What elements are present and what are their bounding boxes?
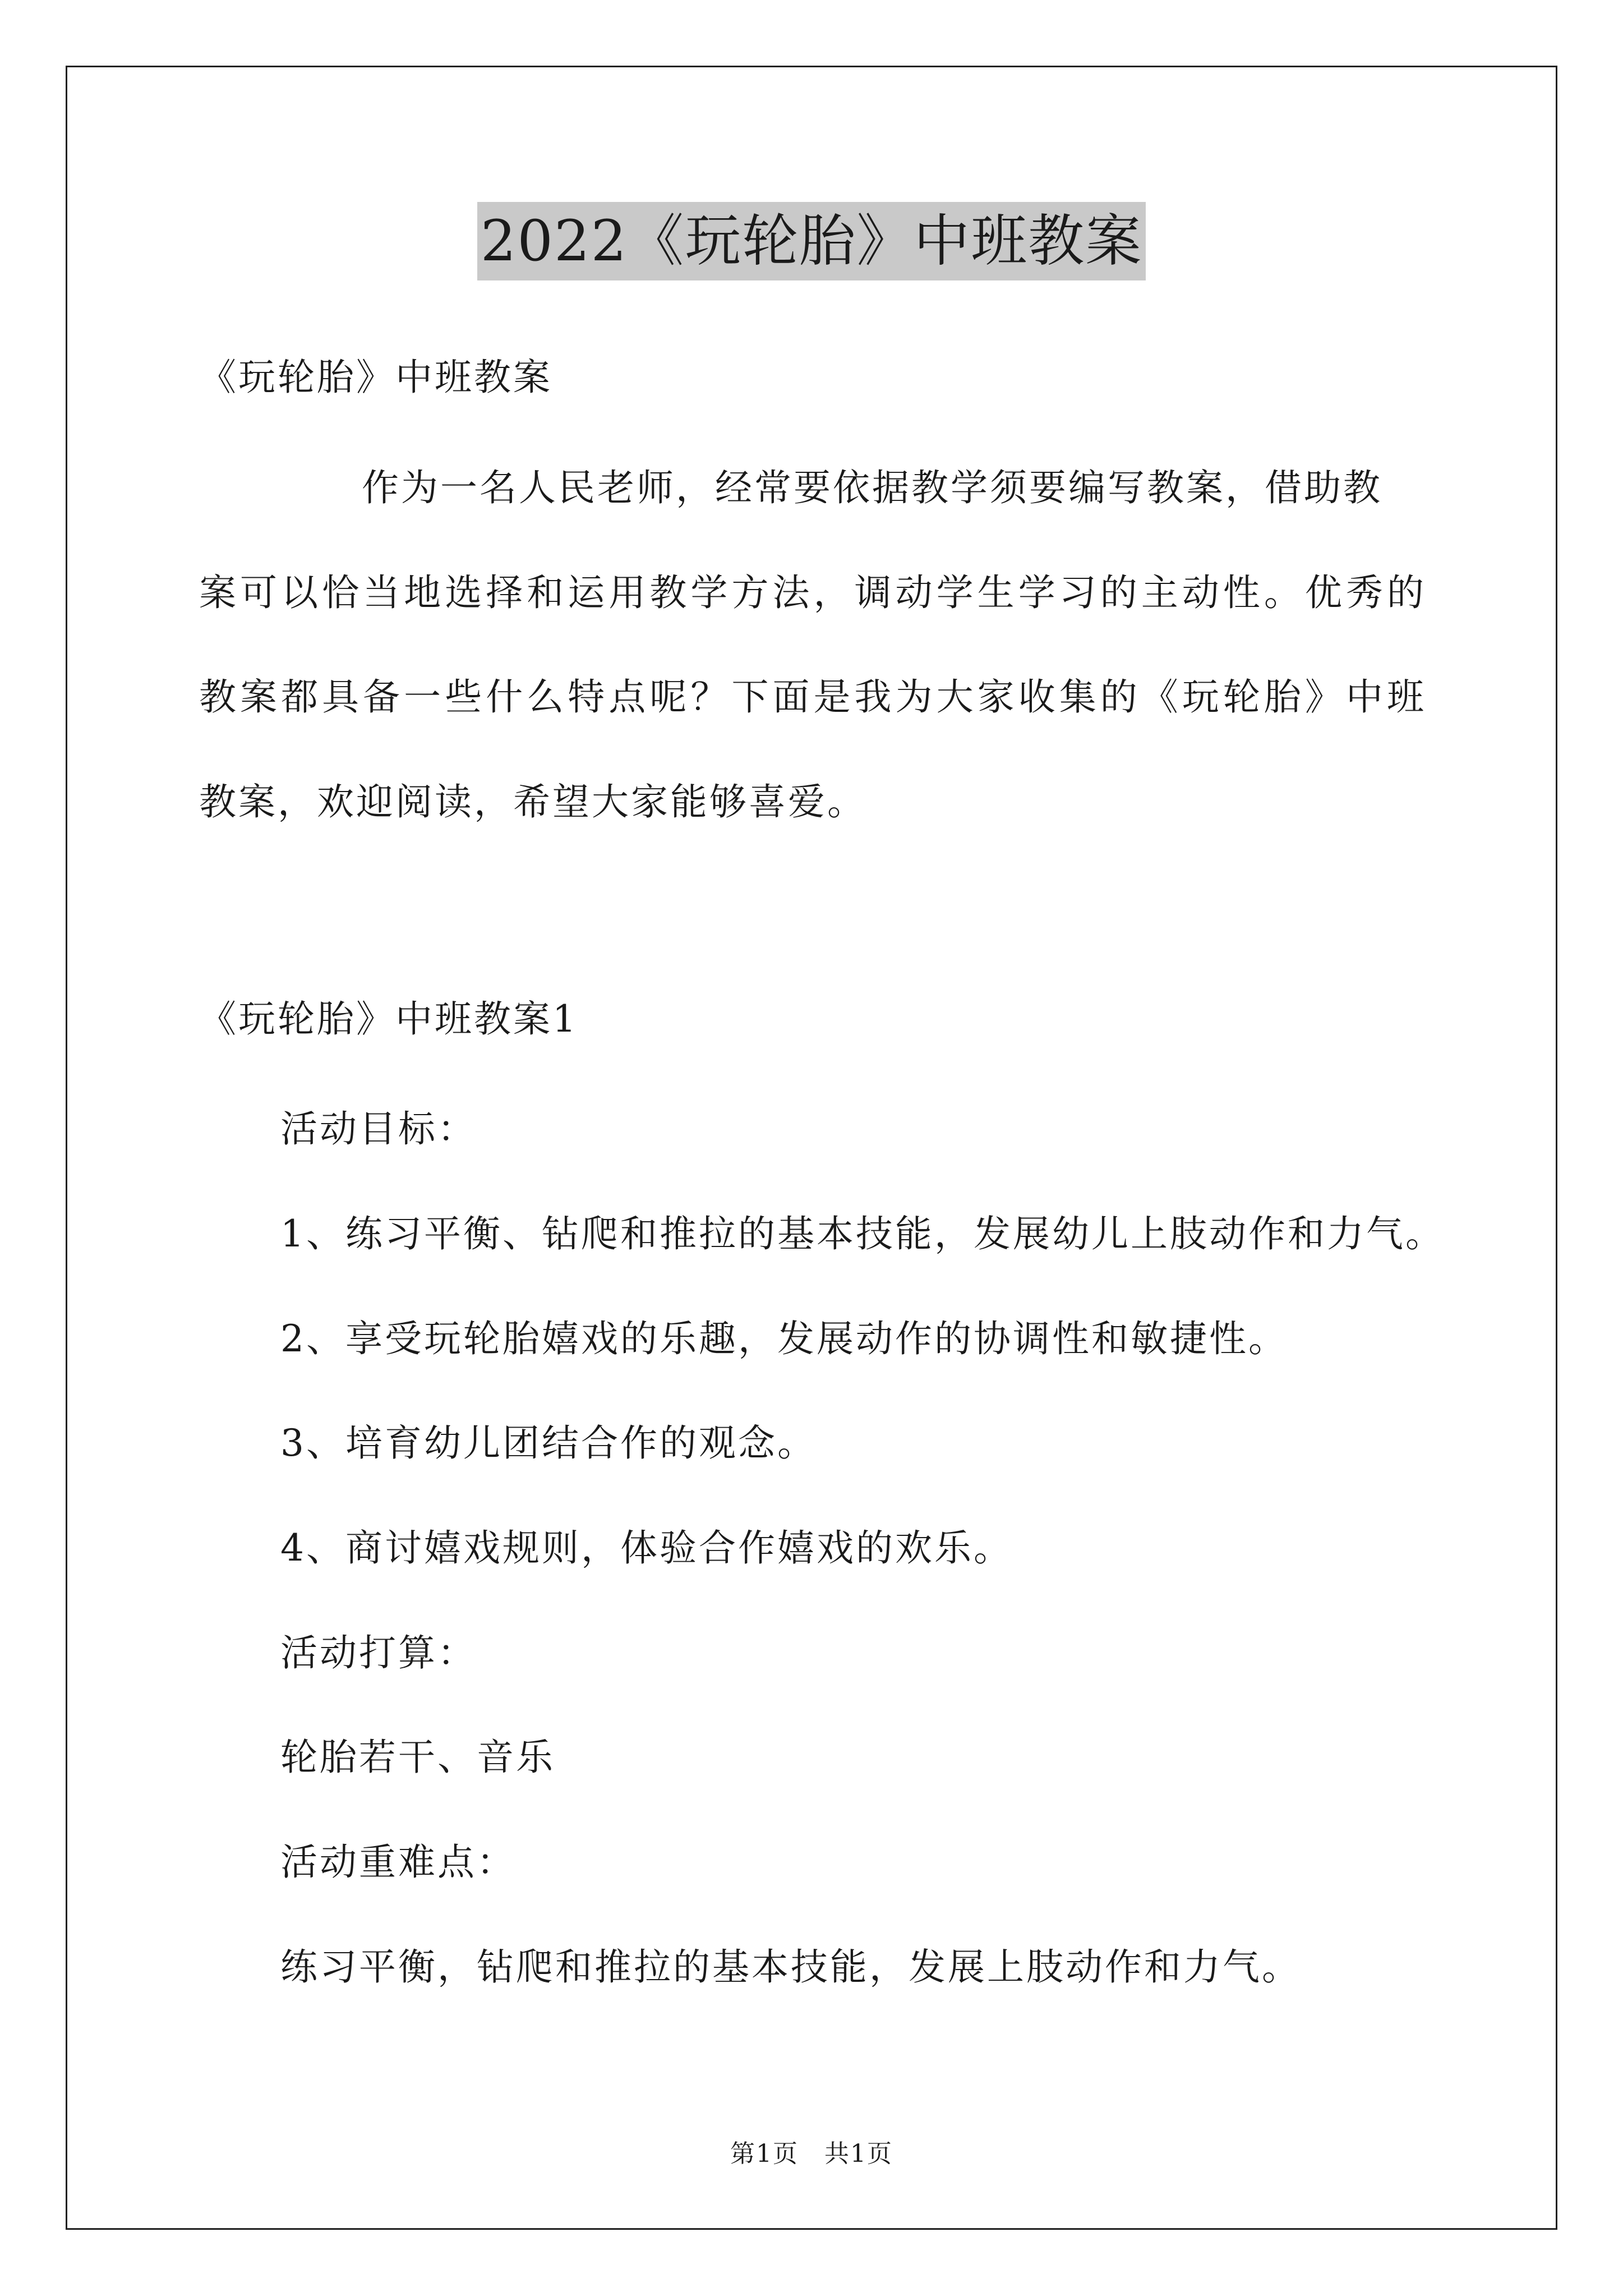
goal-item-4: 4、商讨嬉戏规则，体验合作嬉戏的欢乐。	[280, 1526, 1013, 1570]
page-footer: 第1页 共1页	[730, 2139, 893, 2168]
goals-label: 活动目标：	[280, 1107, 477, 1151]
goal-item-3: 3、培育幼儿团结合作的观念。	[280, 1421, 817, 1465]
title-container	[0, 202, 1623, 280]
keypoints-label: 活动重难点：	[280, 1841, 516, 1884]
goal-item-2: 2、享受玩轮胎嬉戏的乐趣，发展动作的协调性和敏捷性。	[280, 1317, 1288, 1360]
intro-line-2: 案可以恰当地选择和运用教学方法，调动学生学习的主动性。优秀的	[199, 571, 1426, 614]
intro-line-3: 教案都具备一些什么特点呢？下面是我为大家收集的《玩轮胎》中班	[199, 675, 1426, 719]
document-title: 2022《玩轮胎》中班教案	[477, 202, 1146, 280]
intro-line-4: 教案，欢迎阅读，希望大家能够喜爱。	[199, 780, 866, 823]
prep-label: 活动打算：	[280, 1631, 477, 1674]
keypoints-text: 练习平衡，钻爬和推拉的基本技能，发展上肢动作和力气。	[280, 1945, 1301, 1989]
intro-line-1: 作为一名人民老师，经常要依据教学须要编写教案，借助教	[362, 466, 1382, 509]
prep-text: 轮胎若干、音乐	[280, 1736, 555, 1779]
goal-item-1: 1、练习平衡、钻爬和推拉的基本技能，发展幼儿上肢动作和力气。	[280, 1212, 1445, 1255]
document-subtitle: 《玩轮胎》中班教案	[199, 356, 552, 399]
section-heading: 《玩轮胎》中班教案1	[199, 997, 578, 1041]
